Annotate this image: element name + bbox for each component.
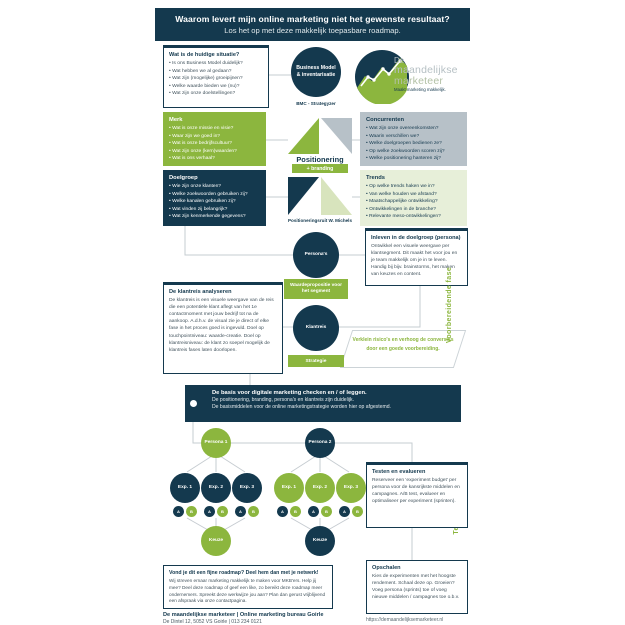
klantreis-box-text: De klantreis is een visuele weergave van de reis die een potentiële klant aflegt van het 1e contactmoment met jouw bedrijf tot na de aankoop. A.d.h.v. de visual zie je direct of elke fase in het proces goed is ingevuld. Doel op touchpointniveau: waarde-creatie. Doel op klantreisniveau: de klant zo soepel mogelijk de klantreis fases laten doorlopen. xyxy=(169,298,274,353)
bullet-item: • Wie zijn onze klanten? xyxy=(169,183,260,191)
variant-b-label: B xyxy=(221,508,224,514)
variant-a-circle xyxy=(339,506,350,517)
header-banner xyxy=(155,8,470,41)
persona1-circle xyxy=(201,428,231,458)
experiment-label: Exp. 1 xyxy=(281,484,297,490)
page-title: Waarom levert mijn online marketing niet het gewenste resultaat? xyxy=(175,14,450,24)
variant-b-circle xyxy=(217,506,228,517)
variant-a-label: A xyxy=(239,508,242,514)
trends-bullets xyxy=(366,183,461,221)
experiment-circle xyxy=(336,473,366,503)
doelgroep-title: Doelgroep xyxy=(169,175,198,181)
testen-box xyxy=(366,462,468,528)
variant-b-label: B xyxy=(294,508,297,514)
keuze-label: Keuze xyxy=(208,537,224,543)
persona2-circle xyxy=(305,428,335,458)
situation-title: Wat is de huidige situatie? xyxy=(169,52,240,58)
variant-a-label: A xyxy=(312,508,315,514)
variant-b-label: B xyxy=(325,508,328,514)
bullet-item: • Wat zijn onze doelstellingen? xyxy=(169,90,263,98)
bullet-item: • Welke kanalen gebruiken zij? xyxy=(169,198,260,206)
page-subtitle: Los het op met deze makkelijk toepasbare roadmap. xyxy=(224,26,401,35)
persona2-label: Persona 2 xyxy=(308,439,332,445)
persona1-label: Persona 1 xyxy=(204,439,228,445)
experiment-circle xyxy=(232,473,262,503)
bullet-item: • Ontwikkelingen in de branche? xyxy=(366,206,461,214)
merk-title: Merk xyxy=(169,117,183,123)
bullet-item: • Op welke zoekwoorden scoren zij? xyxy=(366,148,461,156)
banner-line2: De positionering, branding, persona's en klantreis zijn duidelijk. xyxy=(212,397,354,403)
klantreis-box-title: De klantreis analyseren xyxy=(169,289,232,295)
logo-tagline: Maakt marketing makkelijk. xyxy=(394,87,446,92)
variant-b-circle xyxy=(352,506,363,517)
variant-a-label: A xyxy=(208,508,211,514)
bullet-item: • Is ons Business Model duidelijk? xyxy=(169,60,263,68)
doelgroep-box xyxy=(163,170,266,226)
experiment-circle xyxy=(201,473,231,503)
variant-b-circle xyxy=(321,506,332,517)
experiment-label: Exp. 1 xyxy=(177,484,193,490)
klantreis-box xyxy=(163,282,283,374)
bullet-item: • Welke waarde bieden we (nu)? xyxy=(169,83,263,91)
klantreis-circle xyxy=(293,305,339,351)
bmc-label-line2: & inventarisatie xyxy=(296,72,336,78)
situation-bullets xyxy=(169,60,263,98)
business-model-circle xyxy=(291,47,341,97)
inleven-title: Inleven in de doelgroep (persona) xyxy=(371,235,461,241)
share-title: Vond je dit een fijne roadmap? Deel hem dan met je netwerk! xyxy=(169,570,319,576)
share-text: Wij streven ernaar marketing makkelijk te maken voor MKB'ers. Help jij mee? Deel deze roadmap of geef een like, zo bereikt deze roadmap meer ondernemers. Spreekt deze werkwijze jou aan? Plan dan gerust vrijblijvend een afspraak via onze contactpagina. xyxy=(169,578,326,604)
bullet-item: • Relevante meso-ontwikkelingen? xyxy=(366,213,461,221)
bullet-item: • Op welke trends haken we in? xyxy=(366,183,461,191)
bullet-item: • Wat hebben we al gedaan? xyxy=(169,68,263,76)
waardepropositie-box: Waardepropositie voor het segment xyxy=(284,279,348,299)
bullet-item: • Welke zoekwoorden gebruiken zij? xyxy=(169,191,260,199)
concurrenten-title: Concurrenten xyxy=(366,117,405,123)
share-box xyxy=(163,565,333,609)
bullet-item: • Wat is ons verhaal? xyxy=(169,155,260,163)
merk-box xyxy=(163,112,266,166)
situation-box xyxy=(163,45,269,108)
trends-title: Trends xyxy=(366,175,386,181)
callout-text: Verklein risico's en verhoog de conversies door een goede voorbereiding. xyxy=(352,337,454,352)
experiment-label: Exp. 3 xyxy=(239,484,255,490)
branding-badge: + branding xyxy=(292,164,348,173)
banner-bold: De basis voor digitale marketing checken en / of leggen. xyxy=(212,390,367,396)
phase-label-voorbereidende: Voorbereidende fase xyxy=(446,266,453,344)
positioning-triangle-merk xyxy=(288,118,319,154)
experiment-circle xyxy=(274,473,304,503)
banner-line3: De basismiddelen voor de online marketingstrategie worden hier op afgestemd. xyxy=(212,404,391,411)
experiment-circle xyxy=(305,473,335,503)
bullet-item: • Wat is onze bedrijfscultuur? xyxy=(169,140,260,148)
experiment-circle xyxy=(170,473,200,503)
concurrenten-bullets xyxy=(366,125,461,163)
variant-a-label: A xyxy=(281,508,284,514)
footer-url-link[interactable]: https://demaandelijksemarketeer.nl xyxy=(366,617,444,623)
bullet-item: • Waar zijn we goed in? xyxy=(169,133,260,141)
positioning-caption: Positioneringsruit W. Michels xyxy=(287,218,353,223)
variant-b-circle xyxy=(290,506,301,517)
klantreis-label: Klantreis xyxy=(305,324,327,330)
keuze-circle xyxy=(201,526,231,556)
experiment-label: Exp. 3 xyxy=(343,484,359,490)
bullet-item: • Wat vinden zij belangrijk? xyxy=(169,206,260,214)
testen-title: Testen en evalueren xyxy=(372,469,426,475)
trends-box xyxy=(360,170,467,226)
bmc-caption: BMC - Strategyzer xyxy=(296,101,336,106)
bullet-item: • Welke positionering hanteren zij? xyxy=(366,155,461,163)
variant-b-circle xyxy=(186,506,197,517)
bmc-label-line1: Business Model xyxy=(296,65,336,72)
doelgroep-bullets xyxy=(169,183,260,221)
bullet-item: • Wat is onze missie en visie? xyxy=(169,125,260,133)
variant-a-circle xyxy=(235,506,246,517)
bullet-item: • Maatschappelijke ontwikkeling? xyxy=(366,198,461,206)
bullet-item: • Wat zijn (mogelijke) groeipijnen? xyxy=(169,75,263,83)
footer-address: De Dintel 12, 5052 VS Goirle | 013 234 0121 xyxy=(163,619,262,625)
variant-b-label: B xyxy=(356,508,359,514)
variant-a-circle xyxy=(204,506,215,517)
strategie-box: Strategie xyxy=(288,355,344,367)
experiment-label: Exp. 2 xyxy=(208,484,224,490)
keuze-label: Keuze xyxy=(312,537,328,543)
variant-a-label: A xyxy=(177,508,180,514)
milestone-dot xyxy=(190,400,197,407)
merk-bullets xyxy=(169,125,260,163)
positioning-title: Positionering xyxy=(296,155,344,164)
opschalen-text: Kies de experimenten met het hoogste rendement. Schaal deze op. Groeien? Voeg persona (sprints) toe of voeg nieuwe middelen / campagnes toe o.b.v. xyxy=(372,574,460,601)
variant-a-label: A xyxy=(343,508,346,514)
variant-b-label: B xyxy=(190,508,193,514)
positioning-triangle-trends xyxy=(321,177,352,215)
variant-a-circle xyxy=(277,506,288,517)
milestone-banner xyxy=(185,385,461,422)
opschalen-box xyxy=(366,560,468,614)
logo-line1: De xyxy=(394,56,405,65)
footer-company: De maandelijkse marketeer | Online marketing bureau Goirle xyxy=(163,612,324,618)
testen-text: Reserveer een 'experiment budget' per persona voor de kansrijkste middelen en campagnes. A/B test, evalueer en optimaliseer per experiment (sprinten). xyxy=(372,478,460,505)
positioning-triangle-concurrenten xyxy=(321,118,352,154)
bullet-item: • Van welke houden we afstand? xyxy=(366,191,461,199)
keuze-circle xyxy=(305,526,335,556)
concurrenten-box xyxy=(360,112,467,166)
personas-circle xyxy=(293,232,339,278)
experiment-label: Exp. 2 xyxy=(312,484,328,490)
bullet-item: • Wat zijn onze overeenkomsten? xyxy=(366,125,461,133)
bullet-item: • Welke doelgroepen bedienen ze? xyxy=(366,140,461,148)
variant-b-circle xyxy=(248,506,259,517)
bullet-item: • Wat zijn kenmerkende gegevens? xyxy=(169,213,260,221)
variant-a-circle xyxy=(308,506,319,517)
logo-line2: maandelijkse xyxy=(394,64,458,76)
personas-label: Persona's xyxy=(304,251,328,257)
logo-line3: marketeer xyxy=(394,74,444,87)
opschalen-title: Opschalen xyxy=(372,565,401,571)
variant-a-circle xyxy=(173,506,184,517)
company-logo-text xyxy=(394,57,458,92)
bullet-item: • Wat zijn onze (kern)waarden? xyxy=(169,148,260,156)
inleven-text: Ontwikkel een visuele weergave per klantsegment. Dit maakt het voor jou en je team makkelijk om je in te leven. Handig bij bijv. brainstorms, het maken van keuzes en content. xyxy=(371,244,458,278)
positioning-triangle-doelgroep xyxy=(288,177,319,215)
bullet-item: • Waarin verschillen we? xyxy=(366,133,461,141)
variant-b-label: B xyxy=(252,508,255,514)
